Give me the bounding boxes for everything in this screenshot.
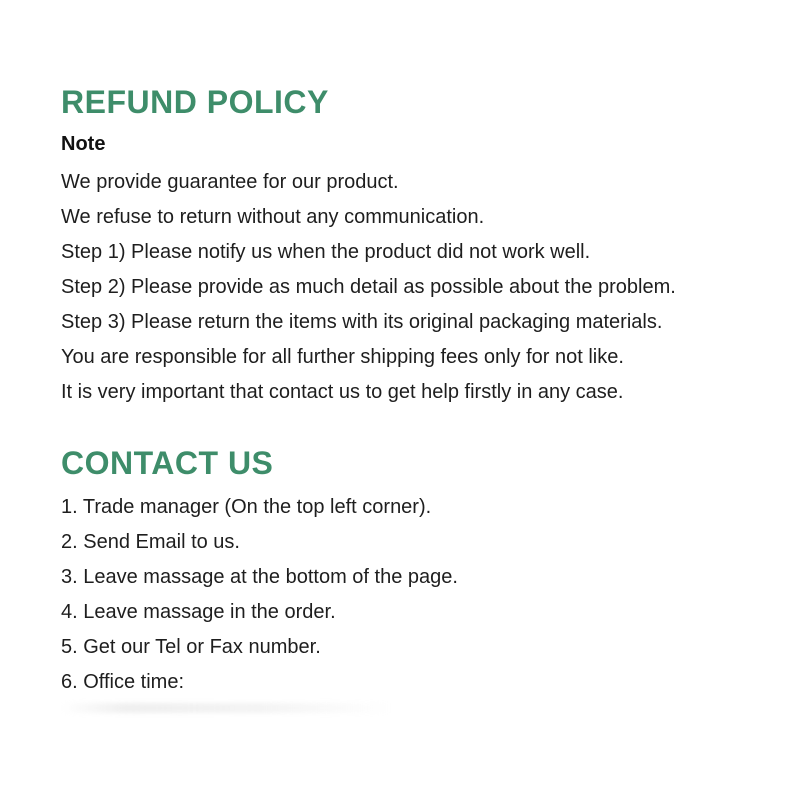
note-label: Note — [61, 133, 106, 155]
contact-item-trade-manager: 1. Trade manager (On the top left corner). — [61, 496, 432, 518]
refund-line-refuse-return: We refuse to return without any communication. — [61, 206, 485, 228]
refund-line-guarantee: We provide guarantee for our product. — [61, 171, 399, 193]
refund-line-step-2: Step 2) Please provide as much detail as possible about the problem. — [61, 276, 676, 298]
contact-item-email: 2. Send Email to us. — [61, 531, 240, 553]
refund-line-shipping-fees: You are responsible for all further shipping fees only for not like. — [61, 346, 624, 368]
contact-item-tel-fax: 5. Get our Tel or Fax number. — [61, 636, 321, 658]
refund-line-step-1: Step 1) Please notify us when the product did not work well. — [61, 241, 591, 263]
contact-item-office-time: 6. Office time: — [61, 671, 185, 693]
contact-item-leave-message-order: 4. Leave massage in the order. — [61, 601, 336, 623]
refund-policy-heading: REFUND POLICY — [61, 84, 329, 120]
faded-cut-off-text — [61, 703, 391, 713]
refund-line-step-3: Step 3) Please return the items with its original packaging materials. — [61, 311, 663, 333]
refund-line-contact-first: It is very important that contact us to get help firstly in any case. — [61, 381, 624, 403]
contact-item-leave-message-page: 3. Leave massage at the bottom of the page. — [61, 566, 458, 588]
contact-us-heading: CONTACT US — [61, 445, 274, 481]
